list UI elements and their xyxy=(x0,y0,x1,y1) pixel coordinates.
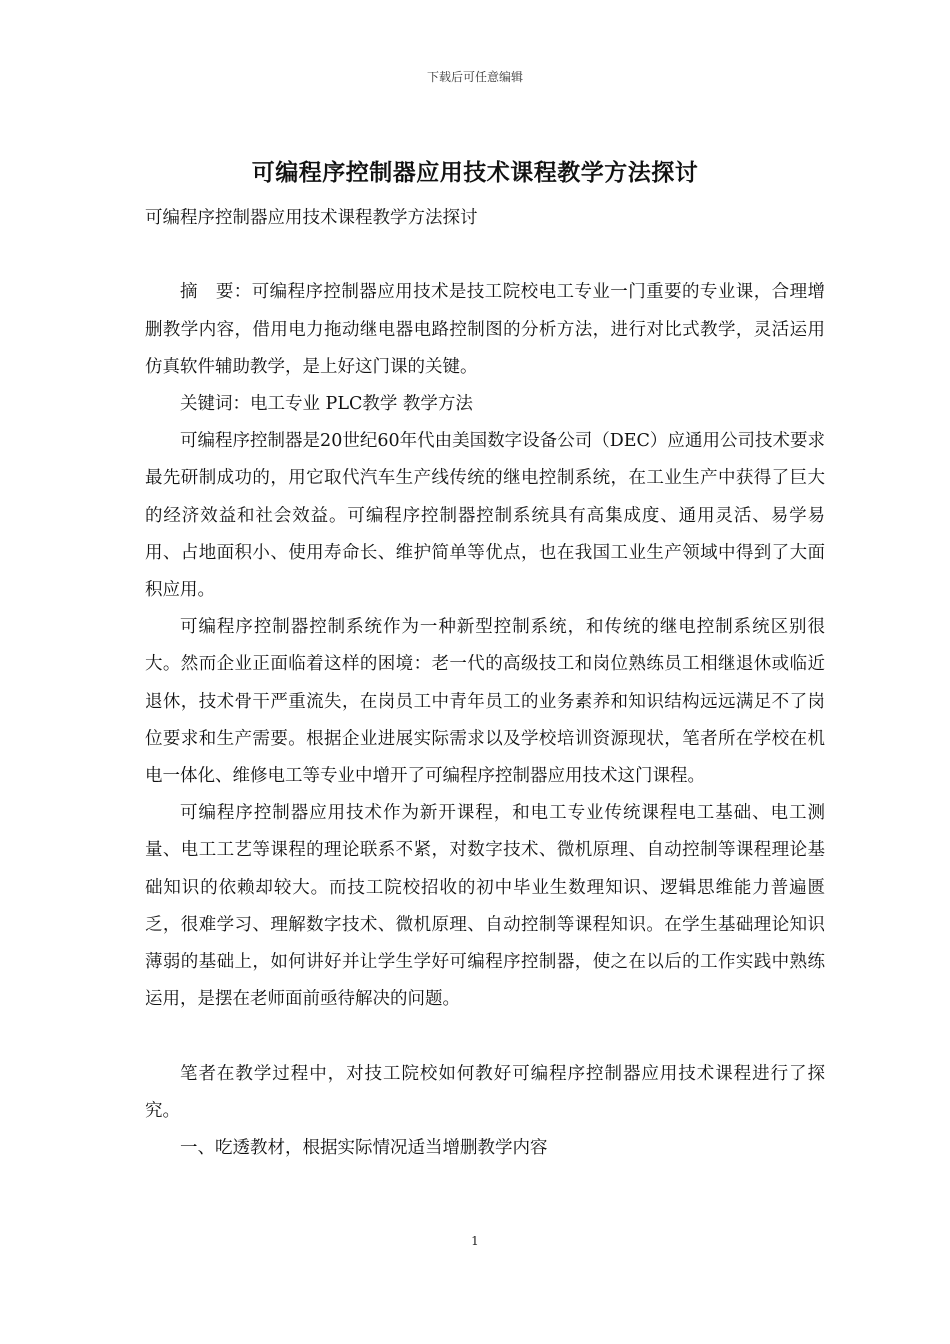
body-paragraph: 可编程序控制器是20世纪60年代由美国数字设备公司（DEC）应通用公司技术要求最先研制成功的，用它取代汽车生产线传统的继电控制系统，在工业生产中获得了巨大的经济效益和社会效益。可编程序控制器控制系统具有高集成度、通用灵活、易学易用、占地面积小、使用寿命长、维护简单等优点，也在我国工业生产领域中得到了大面积应用。 xyxy=(145,431,825,601)
abstract-paragraph: 摘 要：可编程序控制器应用技术是技工院校电工专业一门重要的专业课，合理增删教学内容，借用电力拖动继电器电路控制图的分析方法，进行对比式教学，灵活运用仿真软件辅助教学，是上好这门课的关键。 xyxy=(145,282,825,377)
document-subtitle: 可编程序控制器应用技术课程教学方法探讨 xyxy=(145,208,478,228)
page-number: 1 xyxy=(471,1234,479,1248)
blank-line xyxy=(145,1018,825,1055)
section-heading: 一、吃透教材，根据实际情况适当增删教学内容 xyxy=(180,1138,548,1159)
keywords-line: 关键词：电工专业 PLC教学 教学方法 xyxy=(180,394,473,414)
body-paragraph: 可编程序控制器控制系统作为一种新型控制系统，和传统的继电控制系统区别很大。然而企业正面临着这样的困境：老一代的高级技工和岗位熟练员工相继退休或临近退休，技术骨干严重流失，在岗员工中青年员工的业务素养和知识结构远远满足不了岗位要求和生产需要。根据企业进展实际需求以及学校培训资源现状，笔者所在学校在机电一体化、维修电工等专业中增开了可编程序控制器应用技术这门课程。 xyxy=(145,617,825,787)
body-paragraph: 可编程序控制器应用技术作为新开课程，和电工专业传统课程电工基础、电工测量、电工工艺等课程的理论联系不紧，对数字技术、微机原理、自动控制等课程理论基础知识的依赖却较大。而技工院校招收的初中毕业生数理知识、逻辑思维能力普遍匮乏，很难学习、理解数字技术、微机原理、自动控制等课程知识。在学生基础理论知识薄弱的基础上，如何讲好并让学生学好可编程序控制器，使之在以后的工作实践中熟练运用，是摆在老师面前亟待解决的问题。 xyxy=(145,803,825,1010)
page-header-note: 下载后可任意编辑 xyxy=(426,70,523,84)
document-body xyxy=(145,200,825,1167)
document-title: 可编程序控制器应用技术课程教学方法探讨 xyxy=(251,159,699,186)
body-paragraph: 笔者在教学过程中，对技工院校如何教好可编程序控制器应用技术课程进行了探究。 xyxy=(145,1063,825,1121)
blank-line xyxy=(145,237,825,274)
